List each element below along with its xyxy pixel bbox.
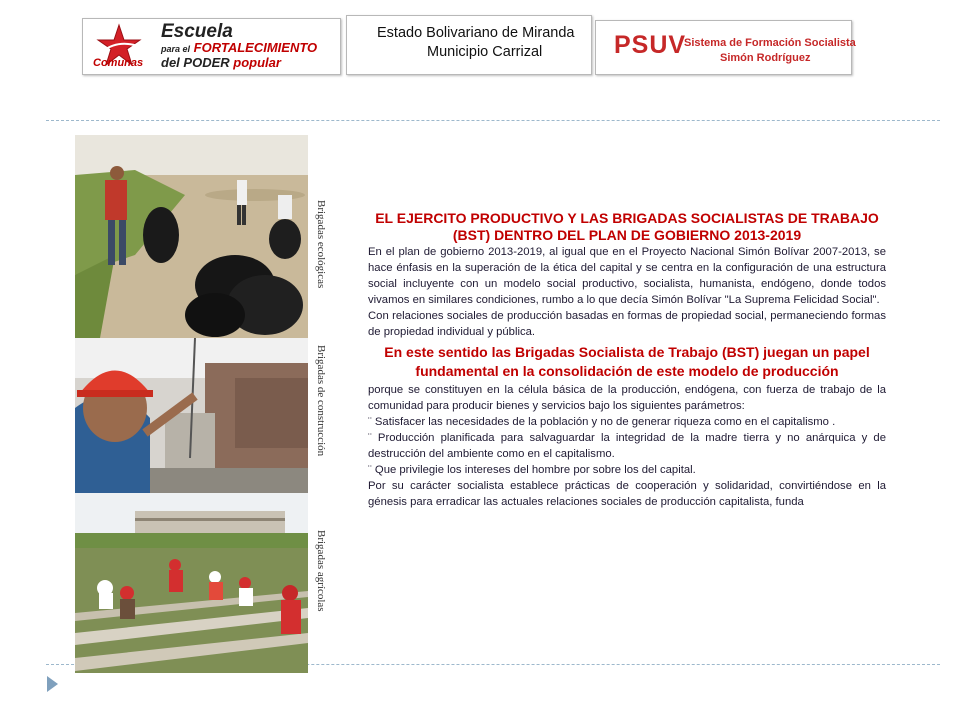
psuv-logo xyxy=(595,20,856,75)
list-item: ¨ Que privilegie los intereses del hombre por sobre los del capital. xyxy=(368,464,696,476)
agriculture-photo-icon xyxy=(75,493,308,673)
cleanup-photo-icon xyxy=(75,135,308,338)
photo-ecological-brigades xyxy=(75,135,308,338)
psuv-line2: Simón Rodríguez xyxy=(720,52,811,64)
logo-line2-prefix: para el xyxy=(161,44,191,54)
bullet-arrow-icon xyxy=(47,676,58,692)
caption-construction: Brigadas de construcción xyxy=(315,345,327,457)
emphasis-statement: En este sentido las Brigadas Socialista de Trabajo (BST) juegan un papel fundamental en la consolidación de este modelo de producción xyxy=(384,344,870,379)
top-divider xyxy=(46,120,940,121)
article-body xyxy=(368,210,886,510)
logo-line2: FORTALECIMIENTO xyxy=(193,40,318,55)
list-item: ¨ Producción planificada para salvaguardar la integridad de la madre tierra y no anárquica y de destrucción del ambiente como en el capitalismo. xyxy=(368,432,886,460)
psuv-line1: Sistema de Formación Socialista xyxy=(684,37,856,49)
photo-construction-brigades xyxy=(75,338,308,493)
comunas-badge: Comunas xyxy=(93,57,144,69)
photo-agricultural-brigades xyxy=(75,493,308,673)
caption-ecological: Brigadas ecológicas xyxy=(315,200,327,289)
paragraph-celula-basica: porque se constituyen en la célula básica de la producción, endógena, con fuerza de trabajo de la comunidad para producir bienes y servicios bajo los siguientes parámetros: xyxy=(368,384,886,412)
escuela-logo xyxy=(82,18,341,75)
state-municipality-box xyxy=(346,15,592,75)
paragraph-relaciones-sociales: Con relaciones sociales de producción basadas en formas de propiedad social, permaneciendo formas de propiedad individual y pública. xyxy=(368,310,886,338)
paragraph-plan-gobierno: En el plan de gobierno 2013-2019, al igual que en el Proyecto Nacional Simón Bolívar 2007-2013, se hace énfasis en la superación de la ética del capital y se centra en la configuración de una estructura social incluyente con un modelo social productivo, socialista, humanista, endógeno, donde todos vivamos en similares condiciones, rumbo a lo que decía Simón Bolívar "La Suprema Felicidad Social". xyxy=(368,246,886,306)
state-name: Estado Bolivariano de Miranda xyxy=(377,25,575,41)
logo-line3: PODER xyxy=(183,55,230,70)
municipality-name: Municipio Carrizal xyxy=(427,44,543,60)
article-title: EL EJERCITO PRODUCTIVO Y LAS BRIGADAS SOCIALISTAS DE TRABAJO (BST) DENTRO DEL PLAN DE GOBIERNO 2013-2019 xyxy=(375,210,879,243)
caption-agricultural: Brigadas agrícolas xyxy=(315,530,327,612)
construction-photo-icon xyxy=(75,338,308,493)
logo-title: Escuela xyxy=(161,21,233,42)
logo-line3-suffix: popular xyxy=(233,55,281,70)
psuv-brand: PSUV xyxy=(614,31,687,59)
list-item: ¨ Satisfacer las necesidades de la población y no de generar riqueza como en el capitalismo . xyxy=(368,416,836,428)
paragraph-caracter-socialista: Por su carácter socialista establece prácticas de cooperación y solidaridad, convirtiéndose en la génesis para erradicar las actuales relaciones sociales de producción capitalista, funda xyxy=(368,480,886,508)
logo-line3-prefix: del xyxy=(161,55,180,70)
